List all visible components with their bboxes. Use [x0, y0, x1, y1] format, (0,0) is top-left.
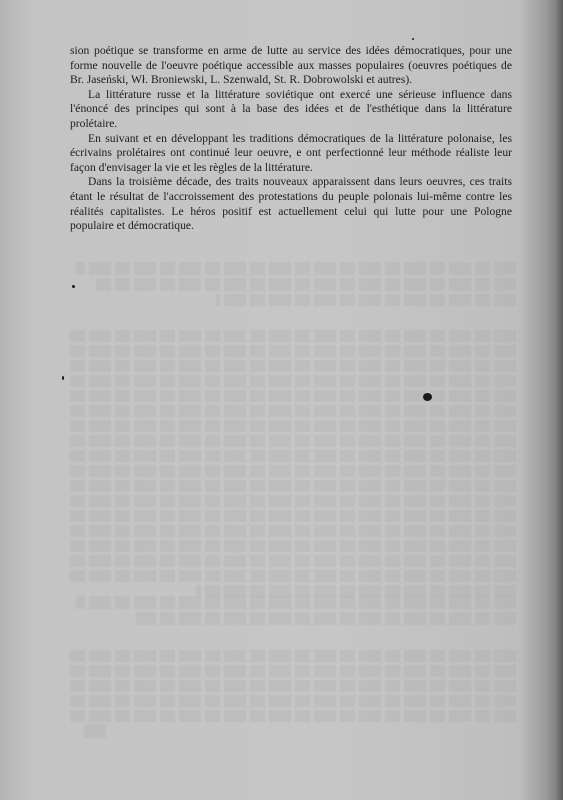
- bleed-through-page-number: [66, 724, 106, 741]
- paragraph-1: sion poétique se transforme en arme de lutte au service des idées démocratiques, pour une forme nouvelle de l'oeuvre poétique accessible aux masses populaires (oeuvres poétiques de Br. Jaseński, Wł. Broniewski, L. Szenwald, St. R. Dobrowolski et autres).: [70, 44, 512, 87]
- paragraph-4: Dans la troisième décade, des traits nouveaux apparaissent dans leurs oeuvres, ces traits étant le résultat de l'accroissement des protestations du peuple polonais lui-même contre les réalités capitalistes. Le héros positif est actuellement celui qui lutte pour une Pologne populaire et démocratique.: [70, 175, 512, 233]
- body-text: [70, 44, 512, 234]
- paragraph-2: La littérature russe et la littérature soviétique ont exercé une sérieuse influence dans l'énoncé des principes qui sont à la base des idées et de l'esthétique dans la littérature prolétaire.: [70, 87, 512, 130]
- bleed-through-block-3: [66, 596, 516, 628]
- paragraph-3: En suivant et en développant les traditions démocratiques de la littérature polonaise, les écrivains prolétaires ont continué leur oeuvre, e ont perfectionné leur méthode réaliste leur façon d'envisager la vie et les règles de la littérature.: [70, 131, 512, 174]
- ink-dot: [72, 285, 75, 288]
- page-edge-shadow: [554, 0, 563, 800]
- ink-dot: [412, 38, 414, 40]
- ink-dot: [62, 376, 64, 380]
- ink-speck: [423, 393, 432, 401]
- bleed-through-block-1: [66, 262, 516, 309]
- bleed-through-block-4: [66, 650, 516, 725]
- bleed-through-block-2: [66, 330, 516, 600]
